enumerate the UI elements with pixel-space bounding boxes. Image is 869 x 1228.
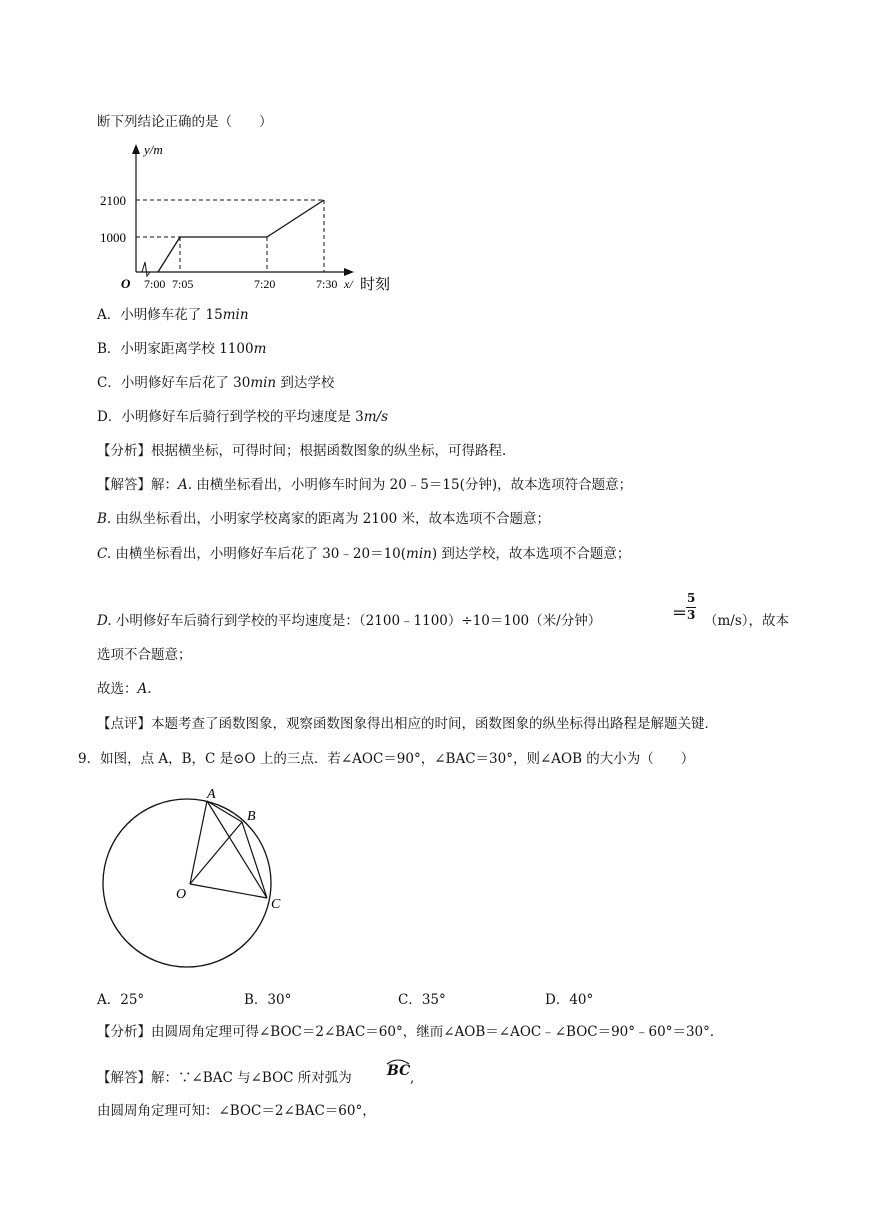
x-axis-label: x/	[344, 277, 353, 291]
q8-option-b: B．小明家距离学校 1100m	[97, 341, 267, 357]
segment-ob	[190, 822, 242, 884]
x-tick-720: 7:20	[254, 277, 276, 291]
x-tick-700: 7:00	[144, 277, 166, 291]
q9-analysis: 【分析】由圆周角定理可得∠BOC＝2∠BAC＝60°，继而∠AOB＝∠AOC﹣∠BOC＝90°﹣60°＝30°．	[97, 1024, 724, 1040]
q9-answer-line2: 由圆周角定理可知：∠BOC＝2∠BAC＝60°，	[97, 1103, 376, 1119]
label-c: C	[271, 897, 281, 912]
q8-answer-a: 【解答】解：A. 由横坐标看出，小明修车时间为 20﹣5＝15(分钟)，故本选项符合题意；	[97, 477, 633, 493]
q9-option-b: B．30°	[244, 992, 292, 1008]
x-tick-730: 7:30	[316, 277, 338, 291]
graph-line	[158, 200, 324, 272]
y-axis-label: y/m	[144, 142, 163, 157]
q8-answer-d-cont: 选项不合题意；	[97, 647, 192, 663]
y-tick-1000: 1000	[100, 230, 126, 245]
q9-answer-line1: 【解答】解：∵∠BAC 与∠BOC 所对弧为	[97, 1070, 352, 1086]
x-axis-arrow	[344, 268, 354, 276]
label-a: A	[207, 787, 216, 802]
q8-answer-b: B. 由纵坐标看出，小明家学校离家的距离为 2100 米，故本选项不合题意；	[97, 511, 550, 527]
q8-option-d: D．小明修好车后骑行到学校的平均速度是 3m/s	[97, 409, 388, 425]
y-axis-arrow	[132, 144, 140, 154]
q9-option-c: C．35°	[398, 992, 446, 1008]
circle-o	[103, 799, 271, 967]
q8-stem-tail: 断下列结论正确的是（ ）	[97, 114, 273, 130]
q8-answer-d-unit: （m/s），故本	[704, 613, 790, 629]
q8-analysis: 【分析】根据横坐标，可得时间；根据函数图象的纵坐标，可得路程．	[97, 443, 516, 459]
label-o: O	[176, 887, 187, 902]
segment-ab	[207, 801, 242, 822]
equals-sign: ＝	[672, 604, 688, 622]
x-tick-705: 7:05	[172, 277, 194, 291]
x-axis-suffix: 时刻	[360, 275, 391, 293]
arc-label: BC	[387, 1063, 411, 1079]
q8-option-c: C．小明修好车后花了 30min 到达学校	[97, 375, 335, 391]
origin-label: O	[121, 276, 131, 291]
q9-stem: 9．如图，点 A，B，C 是⊙O 上的三点．若∠AOC＝90°，∠BAC＝30°，则∠AOB 的大小为（ ）	[78, 751, 695, 767]
y-tick-2100: 2100	[100, 193, 126, 208]
q8-choice: 故选：A.	[97, 681, 152, 697]
q8-answer-c: C. 由横坐标看出，小明修好车后花了 30﹣20＝10(min) 到达学校，故本选项不合题意；	[97, 546, 631, 562]
q8-answer-d-fraction	[672, 590, 700, 630]
q8-distance-time-graph	[92, 138, 412, 298]
label-b: B	[247, 809, 256, 824]
segment-oc	[190, 884, 267, 898]
q9-option-d: D．40°	[545, 992, 594, 1008]
fraction-denominator: 3	[687, 608, 696, 622]
q8-answer-d: D. 小明修好车后骑行到学校的平均速度是：（2100﹣1100）÷10＝100（米/分钟）	[97, 613, 602, 629]
fraction-numerator: 5	[687, 591, 696, 605]
q8-comment: 【点评】本题考查了函数图象，观察函数图象得出相应的时间，函数图象的纵坐标得出路程是解题关键．	[97, 716, 718, 732]
q8-option-a: A．小明修车花了 15min	[97, 307, 249, 323]
q9-answer-comma: ,	[410, 1070, 415, 1086]
q9-option-a: A．25°	[97, 992, 145, 1008]
axis-break	[142, 262, 150, 276]
q9-circle-figure	[96, 782, 296, 972]
segment-oa	[190, 801, 207, 884]
